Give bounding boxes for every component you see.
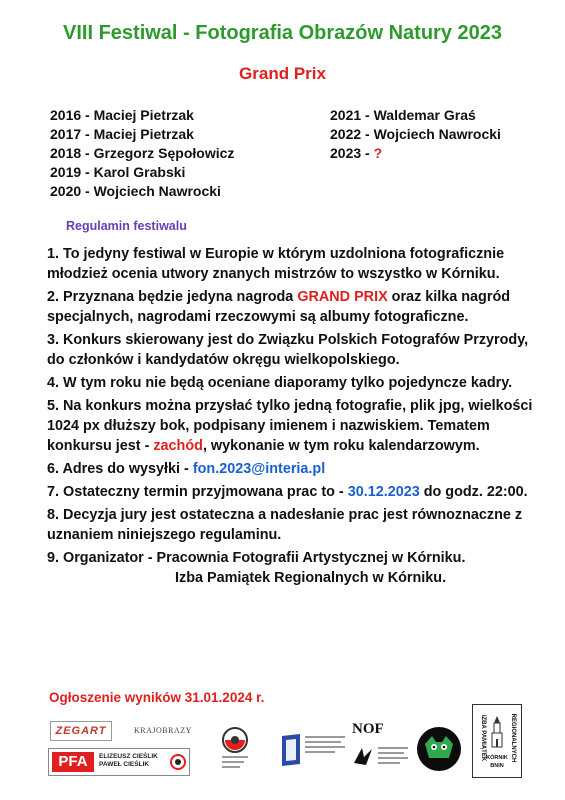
rule-5-text-c: , wykonanie w tym roku kalendarzowym. [202,438,480,454]
winners-list-right [330,106,501,163]
zegart-logo-text: ZEGART [55,725,107,737]
pfa-names [99,753,158,769]
rule-4: 4. W tym roku nie będą oceniane diaporamy tylko pojedyncze kadry. [47,375,513,391]
green-creature-emblem-icon [416,726,462,772]
winner-row: 2022 - Wojciech Nawrocki [330,126,501,142]
rule-8: 8. Decyzja jury jest ostateczna a nadesłanie prac jest równoznaczne z uznaniem niniejszego regulaminu. [47,507,523,543]
rule-7-text-a: 7. Ostateczny termin przyjmowana prac to - [47,484,348,500]
izba-right-text: REGIONALNYCH [510,713,516,763]
grand-prix-highlight: GRAND PRIX [297,289,388,305]
rule-3: 3. Konkurs skierowany jest do Związku Polskich Fotografów Przyrody, do członków i kandydatów okręgu wielkopolskiego. [47,332,529,368]
pfa-name-2: PAWEŁ CIEŚLIK [99,761,150,768]
page-title: VIII Festiwal - Fotografia Obrazów Natury 2023 [63,22,502,44]
winner-row: 2018 - Grzegorz Sępołowicz [50,145,235,161]
email-link[interactable]: fon.2023@interia.pl [192,461,326,477]
krajobrazy-logo [134,726,192,735]
winner-row: 2017 - Maciej Pietrzak [50,126,194,142]
izba-left-text: IZBA PAMIĄTEK [480,714,486,762]
winner-row-2023 [330,144,501,163]
rule-6-text-a: 6. Adres do wysyłki - [47,461,193,477]
izba-city-text: KÓRNIK [486,755,508,761]
rules-list [47,244,537,591]
rule-5 [47,396,537,456]
zegart-logo [50,721,112,741]
rule-6 [47,459,537,479]
rule-9: 9. Organizator - Pracownia Fotografii Artystycznej w Kórniku. [47,550,466,566]
grand-prix-heading: Grand Prix [239,64,326,83]
pfa-logo-box [52,752,94,772]
winner-2023-value: ? [373,145,383,161]
krajobrazy-logo-text: KRAJOBRAZY [134,726,192,735]
rule-7 [47,482,537,502]
camera-lens-icon [170,754,186,770]
nof-text-lines [378,747,408,764]
rule-1: 1. To jedyny festiwal w Europie w którym uzdolniona fotograficznie młodzież ocenia utwory znanych mistrzów to wszystko w Kórniku. [47,246,505,282]
rule-9-second-organizer: Izba Pamiątek Regionalnych w Kórniku. [175,570,447,586]
deadline-date: 30.12.2023 [347,484,420,500]
tower-icon [489,715,505,749]
pfa-name-1: ELIZEUSZ CIEŚLIK [99,753,158,760]
pfa-logo-text: PFA [58,753,88,770]
regional-emblem-icon [278,730,348,770]
sponsor-logos [0,700,565,800]
nof-mark-icon [352,745,374,767]
pfa-logo [48,748,190,776]
winner-row: 2021 - Waldemar Graś [330,107,476,123]
rule-2-text-a: 2. Przyznana będzie jedyna nagroda [47,289,298,305]
nof-logo-text: NOF [352,721,384,737]
results-announcement: Ogłoszenie wyników 31.01.2024 r. [49,690,265,705]
winner-row: 2016 - Maciej Pietrzak [50,107,194,123]
rule-2-text-c: oraz kilka nagród specjalnych, nagrodami rzeczowymi są albumy fotograficzne. [47,289,511,325]
photo-club-emblem-icon [218,726,252,772]
regulamin-title: Regulamin festiwalu [66,219,187,233]
izba-city2-text: BNIN [490,763,504,769]
rule-2 [47,287,537,327]
winner-2023-prefix: 2023 - [330,145,374,161]
winners-list-left [50,106,234,201]
rule-7-text-c: do godz. 22:00. [419,484,528,500]
izba-pamiatek-logo [472,704,522,778]
rule-5-text-a: 5. Na konkurs można przysłać tylko jedną fotografie, plik jpg, wielkości 1024 px dłuższy bok, podpisany imienem i nazwiskiem. Tematem konkursu jest - [47,398,533,454]
theme-highlight: zachód [153,438,203,454]
winner-row: 2020 - Wojciech Nawrocki [50,183,221,199]
winner-row: 2019 - Karol Grabski [50,164,186,180]
nof-logo [352,721,412,773]
